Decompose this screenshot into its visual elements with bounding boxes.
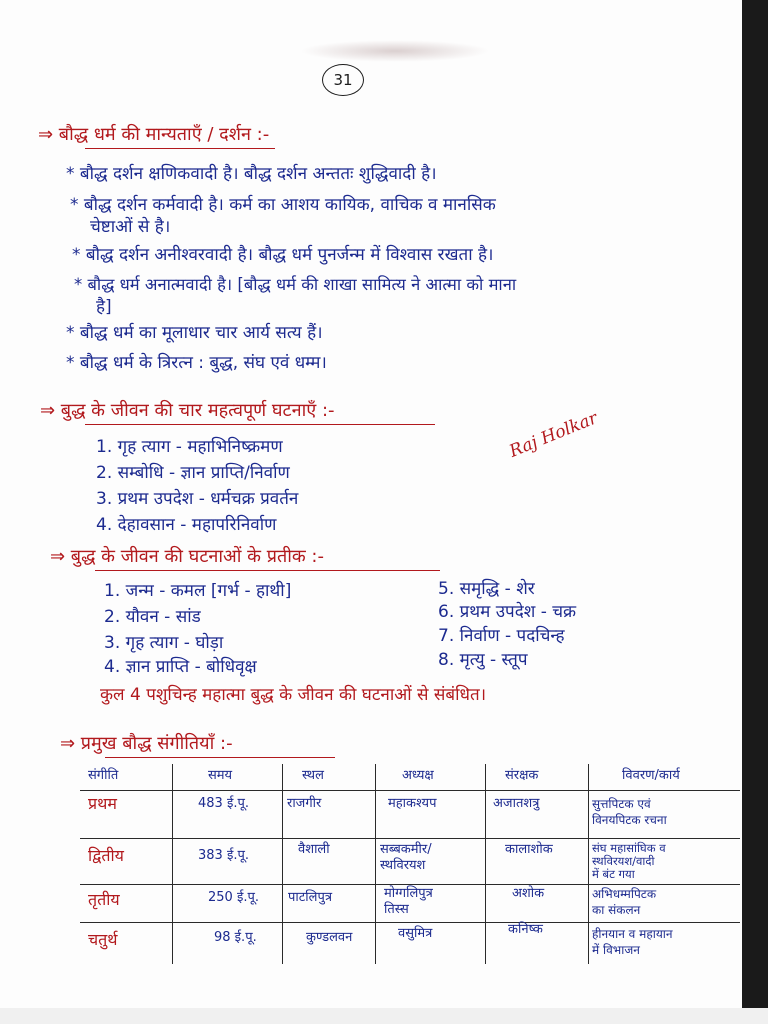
council-name: द्वितीय [88, 846, 124, 865]
belief-line-7: * बौद्ध धर्म का मूलाधार चार आर्य सत्य हैं। [66, 323, 323, 343]
symbol-item-1: 1. जन्म - कमल [गर्भ - हाथी] [104, 581, 292, 601]
belief-line-3: चेष्टाओं से है। [90, 217, 171, 237]
section4-heading: ⇒ प्रमुख बौद्ध संगीतियाँ :- [60, 733, 233, 754]
symbol-item-3: 3. गृह त्याग - घोड़ा [104, 633, 224, 653]
council-time: 483 ई.पू. [198, 796, 249, 811]
column-header: स्थल [302, 768, 324, 783]
council-patron: कालाशोक [505, 842, 553, 857]
council-details: संघ महासांघिक व स्थविरयश/वादी में बंट गया [592, 841, 666, 881]
belief-line-6: है] [96, 297, 112, 317]
column-header: समय [208, 768, 233, 783]
belief-line-4: * बौद्ध दर्शन अनीश्वरवादी है। बौद्ध धर्म पुनर्जन्म में विश्वास रखता है। [72, 245, 494, 265]
symbol-item-2: 2. यौवन - सांड [104, 607, 201, 627]
row-rule [80, 838, 740, 839]
council-president: मोग्गलिपुत्र तिस्स [384, 886, 433, 917]
column-divider [588, 764, 589, 964]
column-divider [375, 764, 376, 964]
council-details: सुत्तपिटक एवं विनयपिटक रचना [592, 797, 667, 827]
belief-line-1: * बौद्ध दर्शन क्षणिकवादी है। बौद्ध दर्शन अन्ततः शुद्धिवादी है। [66, 164, 437, 184]
binding-shadow [300, 40, 490, 62]
council-time: 98 ई.पू. [214, 930, 257, 945]
section1-heading: ⇒ बौद्ध धर्म की मान्यताएँ / दर्शन :- [38, 124, 270, 145]
council-place: कुण्डलवन [306, 930, 353, 945]
header-rule [80, 790, 740, 791]
symbol-item-8: 8. मृत्यु - स्तूप [438, 650, 528, 670]
row-rule [80, 884, 740, 885]
section3-heading-underline [95, 570, 440, 571]
symbol-item-5: 5. समृद्धि - शेर [438, 579, 535, 599]
council-president: वसुमित्र [398, 926, 433, 941]
section4-heading-underline [105, 757, 335, 758]
section2-heading: ⇒ बुद्ध के जीवन की चार महत्वपूर्ण घटनाएँ :- [40, 400, 335, 421]
column-divider [172, 764, 173, 964]
council-place: राजगीर [287, 796, 322, 811]
council-name: प्रथम [88, 794, 117, 813]
council-patron: अशोक [512, 886, 545, 901]
row-rule [80, 922, 740, 923]
column-header: विवरण/कार्य [622, 768, 680, 783]
council-patron: अजातशत्रु [493, 796, 540, 811]
symbols-note: कुल 4 पशुचिन्ह महात्मा बुद्ध के जीवन की घटनाओं से संबंधित। [100, 685, 487, 705]
event-item-3: 3. प्रथम उपदेश - धर्मचक्र प्रवर्तन [96, 489, 299, 509]
column-header: संरक्षक [505, 768, 539, 783]
council-place: वैशाली [298, 842, 330, 857]
council-details: अभिधम्मपिटक का संकलन [592, 887, 657, 917]
section3-heading: ⇒ बुद्ध के जीवन की घटनाओं के प्रतीक :- [50, 546, 324, 567]
signature: Raj Holkar [506, 408, 601, 462]
council-patron: कनिष्क [508, 922, 543, 937]
event-item-1: 1. गृह त्याग - महाभिनिष्क्रमण [96, 437, 283, 457]
column-divider [485, 764, 486, 964]
column-header: संगीति [88, 768, 119, 783]
event-item-2: 2. सम्बोधि - ज्ञान प्राप्ति/निर्वाण [96, 463, 290, 483]
council-place: पाटलिपुत्र [288, 890, 333, 905]
council-name: चतुर्थ [88, 930, 118, 949]
council-details: हीनयान व महायान में विभाजन [592, 927, 673, 957]
belief-line-8: * बौद्ध धर्म के त्रिरत्न : बुद्ध, संघ एवं धम्म। [66, 353, 327, 373]
section1-heading-underline [85, 148, 275, 149]
council-president: सब्बकमीर/ स्थविरयश [380, 842, 432, 873]
section2-heading-underline [85, 424, 435, 425]
symbol-item-7: 7. निर्वाण - पदचिन्ह [438, 626, 565, 646]
belief-line-2: * बौद्ध दर्शन कर्मवादी है। कर्म का आशय कायिक, वाचिक व मानसिक [70, 195, 496, 215]
council-time: 383 ई.पू. [198, 848, 249, 863]
column-divider [282, 764, 283, 964]
column-header: अध्यक्ष [402, 768, 434, 783]
council-time: 250 ई.पू. [208, 890, 259, 905]
symbol-item-6: 6. प्रथम उपदेश - चक्र [438, 602, 577, 622]
council-president: महाकश्यप [388, 796, 437, 811]
page-number: 31 [322, 64, 364, 96]
councils-table [80, 764, 740, 964]
page-edge [742, 0, 768, 1024]
council-name: तृतीय [88, 890, 120, 909]
belief-line-5: * बौद्ध धर्म अनात्मवादी है। [बौद्ध धर्म की शाखा सामित्य ने आत्मा को माना [74, 275, 517, 294]
event-item-4: 4. देहावसान - महापरिनिर्वाण [96, 515, 277, 535]
symbol-item-4: 4. ज्ञान प्राप्ति - बोधिवृक्ष [104, 657, 257, 677]
page-bottom-edge [0, 1008, 768, 1024]
